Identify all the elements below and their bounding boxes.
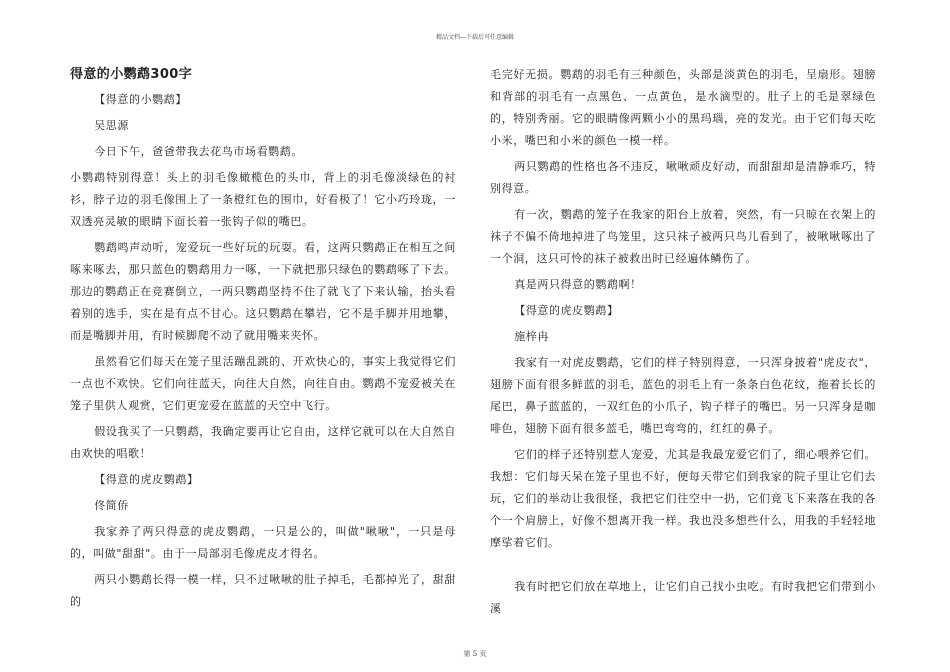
- section-heading: 【得意的小鹦鹉】: [94, 93, 187, 106]
- paragraph: 有一次，鹦鹉的笼子在我家的阳台上放着，突然，有一只晾在衣架上的袜子不偏不倚地掉进了鸟笼里，这只袜子被两只鸟儿看到了，被啾啾啄出了一个洞，这只可怜的袜子被救出时已经遍体鳞伤了。: [490, 208, 876, 265]
- paragraph: 小鹦鹉特别得意！头上的羽毛像橄榄色的头巾，背上的羽毛像淡绿色的衬衫，脖子边的羽毛像围上了一条橙红色的围巾，好看极了！它小巧玲珑，一双透亮灵敏的眼睛下面长着一张钩子似的嘴巴。: [70, 171, 456, 228]
- paragraph: 假设我买了一只鹦鹉，我确定要再让它自由，这样它就可以在大自然自由欢快的唱歌！: [70, 425, 456, 460]
- author-name: 施梓冉: [514, 330, 549, 343]
- paragraph: 毛完好无损。鹦鹉的羽毛有三种颜色，头部是淡黄色的羽毛，呈扇形。翅膀和背部的羽毛有一点黑色、一点黄色，是水滴型的。肚子上的毛是翠绿色的，特别秀丽。它的眼睛像两颗小小的黑玛瑙，亮的发光。由于它们每天吃小米，嘴巴和小米的颜色一模一样。: [490, 68, 876, 147]
- left-column: [70, 64, 456, 617]
- paragraph: 我家养了两只得意的虎皮鹦鹉，一只是公的，叫做"啾啾"，一只是母的，叫做"甜甜"。由于一局部羽毛像虎皮才得名。: [70, 525, 456, 560]
- paragraph: 它们的样子还特别惹人宠爱，尤其是我最宠爱它们了，细心喂养它们。我想：它们每天呆在笼子里也不好，便每天带它们到我家的院子里让它们去玩，它们的举动让我很怪，我把它们往空中一扔，它们竟飞下来落在我的各个一个肩膀上，好像不想离开我一样。我也没多想些什么，用我的手轻轻地摩挲着它们。: [490, 448, 876, 549]
- paragraph: 鹦鹉鸣声动听，宠爱玩一些好玩的玩耍。看，这两只鹦鹉正在相互之间啄来啄去，那只蓝色的鹦鹉用力一啄，一下就把那只绿色的鹦鹉啄了下去。那边的鹦鹉正在竞赛倒立，一两只鹦鹉坚持不住了就飞了下来认输，抬头看着别的选手，实在是有点不甘心。这只鹦鹉在攀岩，它不是手脚并用地攀，而是嘴脚并用，有时候脚爬不动了就用嘴来夹怀。: [70, 241, 456, 342]
- section-heading: 【得意的虎皮鹦鹉】: [94, 473, 199, 486]
- page-header: 精品文档---下载后可任意编辑: [435, 34, 515, 41]
- paragraph: 真是两只得意的鹦鹉啊！: [514, 278, 642, 291]
- paragraph: 我家有一对虎皮鹦鹉，它们的样子特别得意，一只浑身披着"虎皮衣"，翅膀下面有很多鲜蓝的羽毛，蓝色的羽毛上有一条条白色花纹，拖着长长的尾巴，鼻子蓝蓝的，一双红色的小爪子，钩子样子的嘴巴。另一只浑身是咖啡色，翅膀下面有很多蓝毛，嘴巴弯弯的，红红的鼻子。: [490, 356, 876, 435]
- paragraph: 两只小鹦鹉长得一模一样，只不过啾啾的肚子掉毛，毛都掉光了，甜甜的: [70, 573, 456, 608]
- paragraph: 今日下午，爸爸带我去花鸟市场看鹦鹉。: [94, 145, 303, 158]
- section-heading: 【得意的虎皮鹦鹉】: [514, 304, 619, 317]
- author-name: 吴思源: [94, 119, 129, 132]
- paragraph: 两只鹦鹉的性格也各不违反，啾啾顽皮好动，而甜甜却是清静乖巧，特别得意。: [490, 160, 876, 195]
- right-column: [490, 64, 876, 624]
- page-number: 第 5 页: [463, 650, 487, 658]
- paragraph: 虽然看它们每天在笼子里活蹦乱跳的、开欢快心的，事实上我觉得它们一点也不欢快。它们向往蓝天，向往大自然，向往自由。鹦鹉不宠爱被关在笼子里供人观赏，它们更宠爱在蓝蓝的天空中飞行。: [70, 355, 456, 412]
- author-name: 佟简侨: [94, 499, 129, 512]
- paragraph: 我有时把它们放在草地上，让它们自己找小虫吃。有时我把它们带到小溪: [490, 580, 876, 615]
- article-title: 得意的小鹦鹉300字: [70, 67, 193, 82]
